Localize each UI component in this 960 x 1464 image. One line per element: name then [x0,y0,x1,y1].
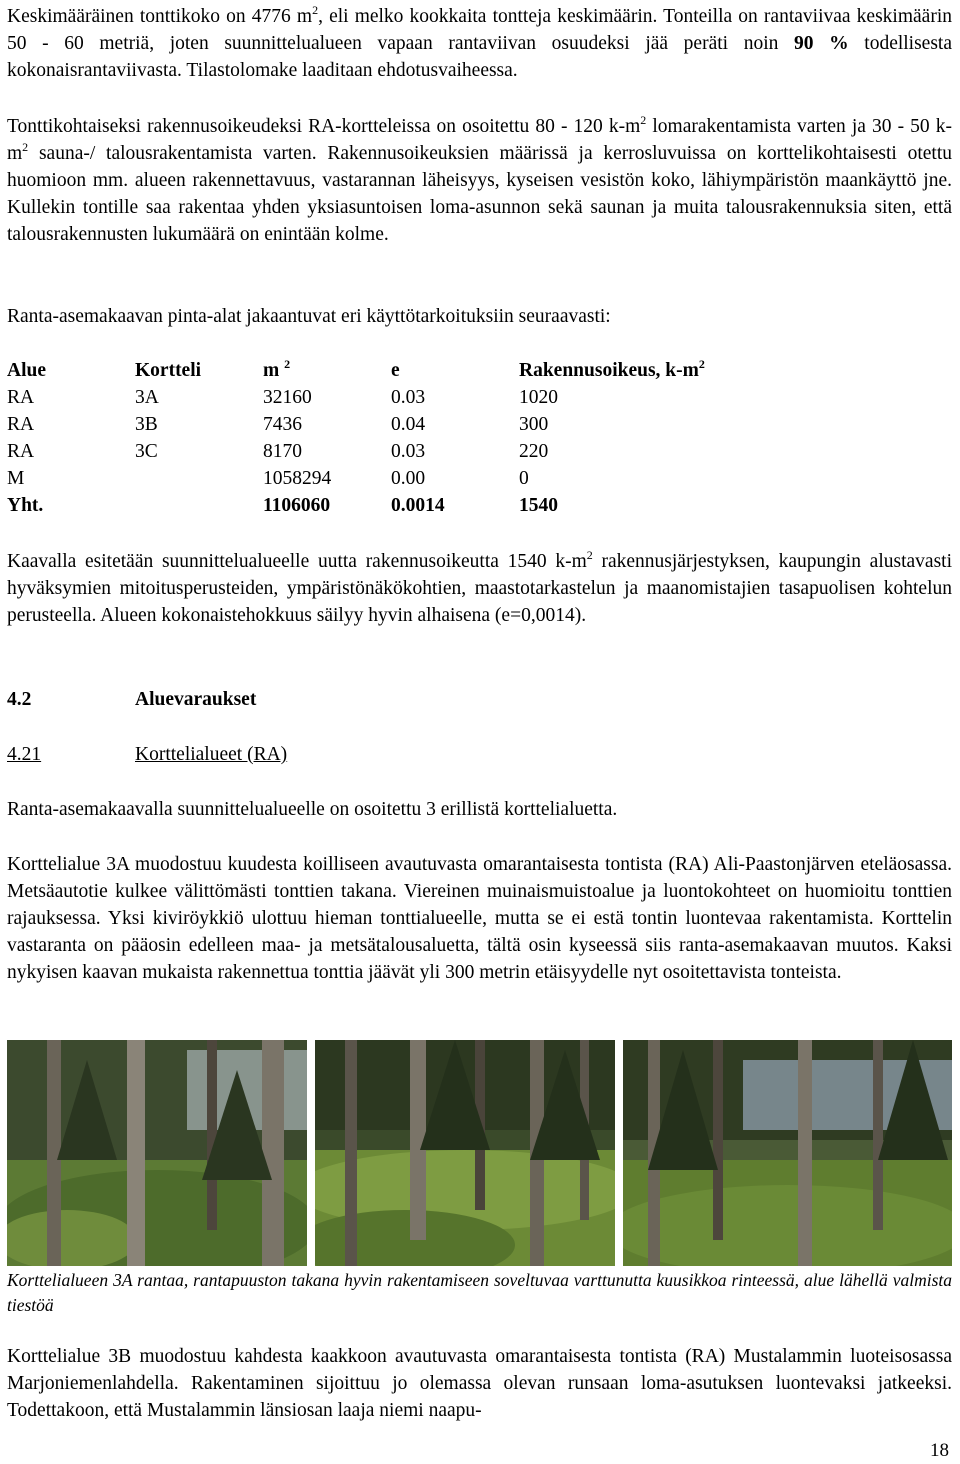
cell: 0.03 [391,387,426,408]
cell: 1106060 [263,495,331,516]
cell: Yht. [7,495,44,516]
paragraph-block-3a: Korttelialue 3A muodostuu kuudesta koilliseen avautuvasta omarantaisesta tontista (RA) Ali-Paastonjärven eteläosassa. Metsäautotie kulkee välittömästi tonttien takana. Viereinen muinaismuistoalue ja luontokohteet on huomioitu tonttien rajauksessa. Yksi kiviröykkiö ulottuu hieman tonttialueelle, mutta se ei estä tontin luontevaa rakentamista. Korttelin vastaranta on pääosin edelleen maa- ja metsätalousaluetta, tältä osin kyseessä siis ranta-asemakaavan muutos. Kaksi nykyisen kaavan mukaista rakennettua tonttia jäävät yli 300 metrin etäisyydelle nyt osoitettavista tonteista. [7,854,952,983]
text: Keskimääräinen tonttikoko on 4776 m [7,6,313,27]
cell: 1020 [519,387,558,408]
paragraph-plot-size [7,3,952,84]
text: lomarakentamista varten ja 30 - 50 k-m [7,116,952,164]
text: rakennusjärjestyksen, kaupungin alustavasti hyväksymien mitoitusperusteiden, ympäristönäkökohtien, maastotarkastelun ja maanomistajien tasapuolisen kohtelun perusteella. Alueen kokonaistehokkuus säilyy hyvin alhaisena (e=0,0014). [7,551,952,626]
cell: RA [7,414,35,435]
forest-image [7,1040,307,1266]
forest-photo-3 [623,1040,952,1266]
cell: 3A [135,387,159,408]
superscript: 2 [698,357,705,371]
text: Tonttikohtaiseksi rakennusoikeudeksi RA-kortteleissa on osoitettu 80 - 120 k-m [7,116,641,137]
forest-photo-2 [315,1040,615,1266]
header-alue: Alue [7,360,46,381]
cell: 0.00 [391,468,426,489]
forest-image [315,1040,615,1266]
cell: 3C [135,441,158,462]
superscript: 2 [22,140,29,154]
paragraph-new-building-rights [7,548,952,629]
forest-photo-1 [7,1040,307,1266]
table-row [7,465,779,492]
cell: 300 [519,414,549,435]
section-number: 4.2 [7,689,32,710]
text: Kaavalla esitetään suunnittelualueelle uutta rakennusoikeutta 1540 k-m [7,551,587,572]
section-heading [7,686,256,713]
superscript: 2 [312,3,319,17]
paragraph-block-3b: Korttelialue 3B muodostuu kahdesta kaakkoon avautuvasta omarantaisesta tontista (RA) Mustalammin luoteisosassa Marjoniemenlahdella. Rakentaminen sijoittuu jo olemassa olevan runsaan loma-asutuksen luontevaksi jatkeeksi. Todettakoon, että Mustalammin länsiosan laaja niemi naapu- [7,1346,952,1421]
cell: 0.0014 [391,495,445,516]
subsection-number: 4.21 [7,744,42,765]
subsection-heading [7,741,287,768]
table-total-row [7,492,779,519]
table-row [7,384,779,411]
header-m2 [263,357,391,384]
cell: 3B [135,414,158,435]
header-rakennusoikeus [519,357,779,384]
cell [135,492,263,519]
cell: 7436 [263,414,302,435]
superscript: 2 [284,357,291,371]
cell: 1540 [519,495,558,516]
page-number: 18 [930,1440,949,1461]
text: todellisesta kokonaisrantaviivasta. Tilastolomake laaditaan ehdotusvaiheessa. [7,33,953,81]
cell: 0.04 [391,414,426,435]
cell: 8170 [263,441,302,462]
cell: M [7,468,25,489]
area-table [7,357,779,519]
text: , eli melko kookkaita tontteja keskimäärin. Tonteilla on rantaviivaa keskimäärin 50 - 60 metriä, joten suunnittelualueen vapaan rantaviivan osuudeksi jää peräti noin [7,6,952,54]
photo-caption: Korttelialueen 3A rantaa, rantapuuston takana hyvin rakentamiseen soveltuvaa varttunutta kuusikkoa rinteessä, alue lähellä valmista tiestöä [7,1270,952,1315]
cell: 0.03 [391,441,426,462]
forest-image [623,1040,952,1266]
bold-text: 90 % [794,33,849,54]
cell: RA [7,387,35,408]
header-e: e [391,360,400,381]
text: Rakennusoikeus, k-m [519,360,699,381]
superscript: 2 [586,548,593,562]
photo-strip [7,1040,952,1266]
table-row [7,438,779,465]
subsection-title: Korttelialueet (RA) [135,744,288,765]
table-header-row [7,357,779,384]
superscript: 2 [640,113,647,127]
cell: 220 [519,441,549,462]
cell: 32160 [263,387,312,408]
cell: 0 [519,468,529,489]
cell: RA [7,441,35,462]
text: m [263,360,280,381]
cell [135,465,263,492]
text: sauna-/ talousrakentamista varten. Rakennusoikeuksien määrissä ja kerrosluvuissa on korttelikohtaisesti otettu huomioon mm. alueen rakennettavuus, vastarannan läheisyys, kyseisen vesistön koko, lähiympäristön maankäyttö jne. Kullekin tontille saa rakentaa yhden yksiasuntoisen loma-asunnon sekä saunan ja muita talousrakennuksia siten, että talousrakennusten lukumäärä on enintään kolme. [7,143,952,245]
paragraph-building-rights [7,113,952,248]
section-title: Aluevaraukset [135,689,257,710]
header-kortteli: Kortteli [135,360,202,381]
cell: 1058294 [263,468,332,489]
table-row [7,411,779,438]
paragraph-table-intro: Ranta-asemakaavan pinta-alat jakaantuvat eri käyttötarkoituksiin seuraavasti: [7,306,611,327]
paragraph-block-count: Ranta-asemakaavalla suunnittelualueelle on osoitettu 3 erillistä korttelialuetta. [7,799,618,820]
